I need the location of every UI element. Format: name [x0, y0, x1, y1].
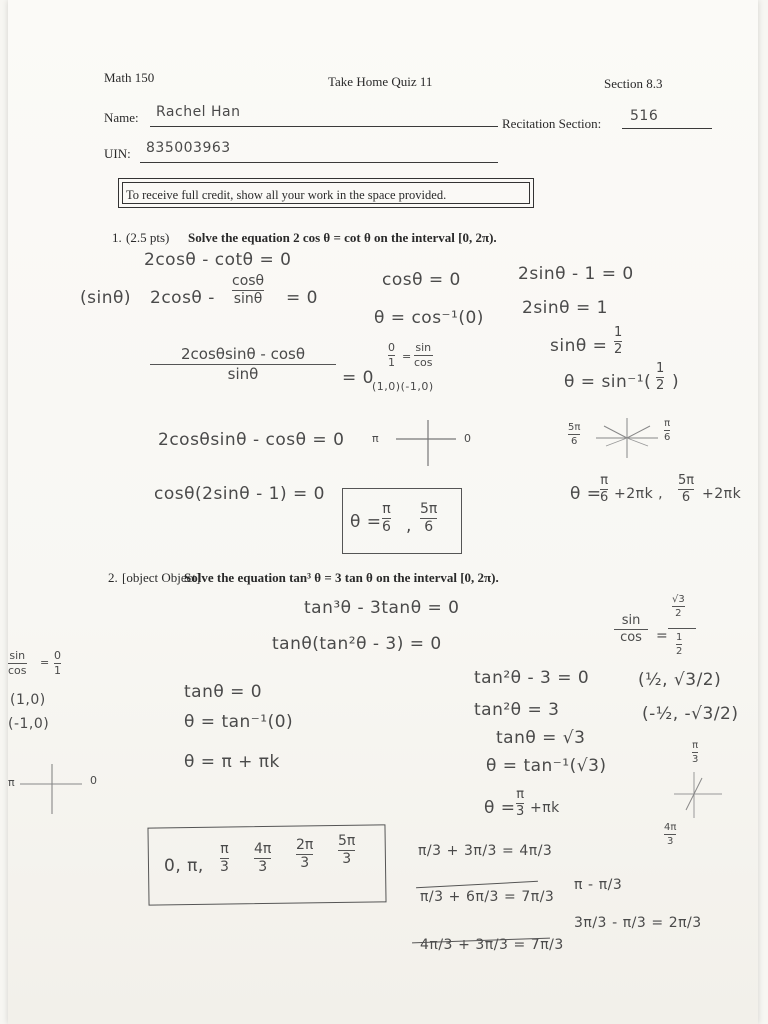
- p2-step2: tanθ(tan²θ - 3) = 0: [272, 634, 442, 654]
- p2-answer-0-pi: 0, π,: [164, 856, 204, 876]
- p1-frac-0-1: 0 1: [388, 341, 395, 370]
- p2-margin-sin-cos: sin cos: [8, 649, 27, 678]
- p2-tan-zero: tanθ = 0: [184, 682, 263, 702]
- p1-step3-right: = 0: [342, 368, 374, 388]
- p1-step2-right: = 0: [286, 288, 318, 308]
- recitation-value: 516: [630, 108, 659, 124]
- problem2-points: [object Object]: [122, 570, 201, 585]
- problem1-points: (2.5 pts): [126, 230, 170, 245]
- p2-point-q3: (-½, -√3/2): [642, 704, 739, 724]
- p1-unit-5pi6: 5π 6: [568, 422, 581, 447]
- p1-answer-sep: ,: [406, 516, 412, 536]
- p1-cos-axes-sketch: [394, 418, 460, 468]
- p2-margin-axis-zero: 0: [90, 774, 98, 787]
- p1-arcsin-close: ): [672, 372, 680, 392]
- p2-answer-pi3: π 3: [220, 841, 229, 876]
- quiz-page: [8, 0, 758, 1024]
- p2-diff-row-2: 3π/3 - π/3 = 2π/3: [574, 915, 702, 931]
- p1-step3-fraction: 2cosθsinθ - cosθ sinθ: [150, 346, 336, 382]
- p1-general-5pi6: 5π 6: [678, 473, 695, 506]
- uin-line: [140, 162, 498, 163]
- p1-step1: 2cosθ - cotθ = 0: [144, 250, 292, 270]
- p1-answer-5pi6: 5π 6: [420, 501, 438, 536]
- p1-arcsin: θ = sin⁻¹(: [564, 372, 652, 392]
- p1-2sin-eq: 2sinθ = 1: [522, 298, 608, 318]
- recitation-line: [622, 128, 712, 129]
- p2-diff-row-1: π - π/3: [574, 877, 623, 893]
- p1-step5: cosθ(2sinθ - 1) = 0: [154, 484, 325, 504]
- name-line: [150, 126, 498, 127]
- p2-step1: tan³θ - 3tanθ = 0: [304, 598, 460, 618]
- p1-unit-circle-sketch: [592, 416, 662, 460]
- p1-general-b-tail: +2πk: [702, 486, 742, 502]
- p1-step2-fraction: cosθ sinθ: [232, 273, 265, 308]
- uin-label: UIN:: [104, 146, 131, 161]
- p2-general-prefix: θ =: [484, 798, 516, 818]
- p1-general-prefix: θ =: [570, 484, 602, 504]
- p1-points: (1,0)(-1,0): [372, 380, 434, 393]
- p1-general-pi6: π 6: [600, 473, 609, 506]
- p2-arctan-zero: θ = tan⁻¹(0): [184, 712, 294, 732]
- p2-ratio-sin-cos: sin cos: [614, 614, 648, 646]
- p2-sum-row-3: 4π/3 + 3π/3 = 7π/3: [420, 937, 564, 953]
- p2-margin-point1: (1,0): [10, 692, 46, 708]
- p1-axis-zero: 0: [464, 432, 472, 445]
- problem2-statement: Solve the equation tan³ θ = 3 tan θ on the interval [0, 2π).: [184, 570, 499, 585]
- p2-answer-5pi3: 5π 3: [338, 833, 356, 868]
- p2-arctan-sqrt3: θ = tan⁻¹(√3): [486, 756, 607, 776]
- p1-step2-left: 2cosθ -: [150, 288, 215, 308]
- name-label: Name:: [104, 110, 139, 125]
- p2-general-tail: +πk: [530, 800, 560, 816]
- problem1-statement: Solve the equation 2 cos θ = cot θ on the interval [0, 2π).: [188, 230, 497, 245]
- p1-unit-pi6: π 6: [664, 418, 671, 443]
- p1-frac-eq: =: [402, 350, 412, 363]
- p1-frac-sin-cos: sin cos: [414, 341, 433, 370]
- p2-sum-row-1: π/3 + 3π/3 = 4π/3: [418, 843, 553, 859]
- p2-margin-0-1: 0 1: [54, 649, 61, 678]
- p2-tan2-3: tan²θ = 3: [474, 700, 560, 720]
- p2-answer-4pi3: 4π 3: [254, 841, 272, 876]
- p2-general-pi: θ = π + πk: [184, 752, 280, 772]
- p1-arccos: θ = cos⁻¹(0): [374, 308, 484, 328]
- p2-margin-eq: =: [40, 656, 50, 669]
- p1-arcsin-frac: 1 2: [656, 361, 665, 394]
- p1-general-a-tail: +2πk ,: [614, 486, 664, 502]
- instructions-text: To receive full credit, show all your work in the space provided.: [126, 188, 447, 202]
- p2-answer-2pi3: 2π 3: [296, 837, 314, 872]
- p2-ratio-bottom: 1 2: [676, 632, 683, 657]
- p2-unit-circle-sketch: [670, 768, 726, 822]
- p2-tan-sqrt3: tanθ = √3: [496, 728, 586, 748]
- p2-sum-row-2: π/3 + 6π/3 = 7π/3: [420, 889, 555, 905]
- name-value: Rachel Han: [156, 104, 241, 120]
- p1-sin-half-left: sinθ =: [550, 336, 608, 356]
- p1-answer-prefix: θ =: [350, 512, 382, 532]
- p2-margin-axes-sketch: [18, 762, 88, 818]
- p2-margin-point2: (-1,0): [8, 716, 50, 732]
- p1-sin-half-frac: 1 2: [614, 325, 623, 358]
- p1-step4: 2cosθsinθ - cosθ = 0: [158, 430, 345, 450]
- uin-value: 835003963: [146, 140, 231, 156]
- p2-ratio-top: √3 2: [672, 594, 685, 619]
- p2-margin-axis-pi: π: [8, 776, 16, 789]
- p2-ratio-eq: =: [656, 628, 669, 644]
- p2-ratio-compound: [668, 594, 698, 660]
- p1-sin-eq: 2sinθ - 1 = 0: [518, 264, 634, 284]
- p1-axis-pi: π: [372, 432, 380, 445]
- problem1-number: 1.: [112, 230, 122, 245]
- p2-point-q1: (½, √3/2): [638, 670, 722, 690]
- p2-general-pi3: π 3: [516, 787, 525, 820]
- course-title: Math 150: [104, 70, 155, 85]
- problem2-number: 2.: [108, 570, 118, 585]
- recitation-label: Recitation Section:: [502, 116, 602, 131]
- p2-unit-4pi3: 4π 3: [664, 822, 677, 847]
- section-label: Section 8.3: [604, 76, 663, 91]
- p1-answer-pi6: π 6: [382, 501, 391, 536]
- p2-tan2-eq: tan²θ - 3 = 0: [474, 668, 590, 688]
- p1-multiplier: (sinθ): [80, 288, 132, 308]
- p1-cos-zero: cosθ = 0: [382, 270, 461, 290]
- quiz-title: Take Home Quiz 11: [328, 74, 433, 89]
- p2-unit-pi3: π 3: [692, 740, 699, 765]
